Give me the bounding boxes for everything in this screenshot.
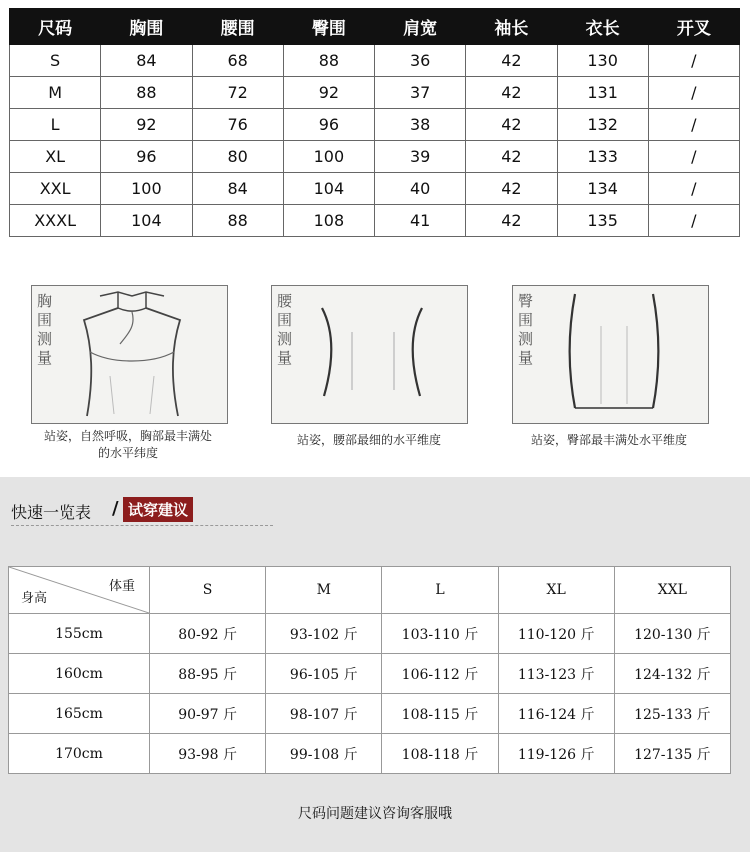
size-cell: 96 (283, 109, 374, 141)
size-cell: 92 (283, 77, 374, 109)
weight-range-cell: 88-95 斤 (150, 654, 266, 694)
size-row (10, 205, 740, 237)
size-cell: 92 (101, 109, 192, 141)
waist-measure-caption (269, 432, 469, 449)
weight-range-cell: 99-108 斤 (266, 734, 382, 774)
weight-row (9, 734, 731, 774)
size-cell: 42 (466, 141, 557, 173)
hip-measure-label: 臀围测量 (518, 292, 534, 367)
size-cell: / (648, 77, 739, 109)
size-cell: / (648, 45, 739, 77)
size-cell: 88 (283, 45, 374, 77)
size-cell: 42 (466, 109, 557, 141)
weight-range-cell: 113-123 斤 (498, 654, 614, 694)
weight-range-cell: 93-102 斤 (266, 614, 382, 654)
size-cell: XL (10, 141, 101, 173)
size-cell: L (10, 109, 101, 141)
size-cell: 100 (101, 173, 192, 205)
size-cell: 104 (283, 173, 374, 205)
waist-measure-label: 腰围测量 (277, 292, 293, 367)
height-cell: 165cm (9, 694, 150, 734)
size-cell: S (10, 45, 101, 77)
size-cell: 40 (375, 173, 466, 205)
bust-caption-line1: 站姿，自然呼吸，胸部最丰满处 (43, 429, 212, 443)
height-cell: 160cm (9, 654, 150, 694)
size-cell: 108 (283, 205, 374, 237)
size-cell: / (648, 205, 739, 237)
weight-range-cell: 108-115 斤 (382, 694, 498, 734)
hip-measure-diagram (512, 285, 709, 424)
fit-suggestion-badge: 试穿建议 (123, 497, 193, 522)
corner-weight-label: 体重 (108, 579, 135, 594)
size-cell: 42 (466, 173, 557, 205)
waist-silhouette-illustration (272, 286, 467, 423)
size-cell: 131 (557, 77, 648, 109)
hip-silhouette-illustration (513, 286, 708, 423)
weight-table-header-row (9, 567, 731, 614)
footer-note: 尺码问题建议咨询客服哦 (298, 806, 452, 822)
size-cell: 88 (101, 77, 192, 109)
size-cell: 80 (192, 141, 283, 173)
size-cell: XXXL (10, 205, 101, 237)
weight-range-cell: 120-130 斤 (614, 614, 730, 654)
corner-cell (9, 567, 150, 614)
size-cell: 134 (557, 173, 648, 205)
bust-measure-label: 胸围测量 (37, 292, 53, 367)
hip-caption-line1: 站姿，臀部最丰满处水平维度 (530, 433, 687, 447)
size-cell: 84 (101, 45, 192, 77)
size-cell: 36 (375, 45, 466, 77)
title-divider (11, 525, 273, 526)
weight-row (9, 654, 731, 694)
size-cell: 41 (375, 205, 466, 237)
size-chart-header-row (10, 9, 740, 45)
size-row (10, 141, 740, 173)
header-slit: 开叉 (648, 9, 739, 45)
weight-range-cell: 98-107 斤 (266, 694, 382, 734)
size-cell: XXL (10, 173, 101, 205)
height-cell: 170cm (9, 734, 150, 774)
size-row (10, 77, 740, 109)
weight-row (9, 614, 731, 654)
size-cell: 76 (192, 109, 283, 141)
size-row (10, 109, 740, 141)
size-cell: 38 (375, 109, 466, 141)
size-cell: / (648, 141, 739, 173)
size-cell: 133 (557, 141, 648, 173)
size-cell: / (648, 109, 739, 141)
weight-range-cell: 125-133 斤 (614, 694, 730, 734)
header-waist: 腰围 (192, 9, 283, 45)
weight-range-cell: 110-120 斤 (498, 614, 614, 654)
header-bust: 胸围 (101, 9, 192, 45)
size-cell: 104 (101, 205, 192, 237)
size-cell: 72 (192, 77, 283, 109)
size-row (10, 173, 740, 205)
bust-measure-diagram (31, 285, 228, 424)
weight-range-cell: 124-132 斤 (614, 654, 730, 694)
weight-range-cell: 119-126 斤 (498, 734, 614, 774)
size-cell: 132 (557, 109, 648, 141)
weight-range-cell: 80-92 斤 (150, 614, 266, 654)
header-hip: 臀围 (283, 9, 374, 45)
weight-range-cell: 108-118 斤 (382, 734, 498, 774)
size-cell: 37 (375, 77, 466, 109)
weight-range-cell: 116-124 斤 (498, 694, 614, 734)
header-length: 衣长 (557, 9, 648, 45)
header-sleeve: 袖长 (466, 9, 557, 45)
header-size: 尺码 (10, 9, 101, 45)
size-row (10, 45, 740, 77)
size-col-xxl: XXL (614, 567, 730, 614)
quick-table-title: 快速一览表 (11, 503, 92, 522)
size-cell: 88 (192, 205, 283, 237)
weight-range-cell: 90-97 斤 (150, 694, 266, 734)
header-shoulder: 肩宽 (375, 9, 466, 45)
hip-measure-caption (509, 432, 709, 449)
weight-range-cell: 103-110 斤 (382, 614, 498, 654)
height-weight-table (8, 566, 731, 774)
size-cell: 39 (375, 141, 466, 173)
size-col-m: M (266, 567, 382, 614)
qipao-top-illustration (32, 286, 227, 423)
waist-measure-diagram (271, 285, 468, 424)
size-col-xl: XL (498, 567, 614, 614)
size-col-s: S (150, 567, 266, 614)
size-cell: 42 (466, 77, 557, 109)
size-cell: 84 (192, 173, 283, 205)
weight-row (9, 694, 731, 734)
size-cell: 42 (466, 205, 557, 237)
size-cell: / (648, 173, 739, 205)
title-slash: / (112, 498, 119, 519)
weight-range-cell: 96-105 斤 (266, 654, 382, 694)
bust-measure-caption (28, 428, 228, 462)
waist-caption-line1: 站姿，腰部最细的水平维度 (296, 433, 441, 447)
size-cell: 130 (557, 45, 648, 77)
size-col-l: L (382, 567, 498, 614)
size-cell: 135 (557, 205, 648, 237)
weight-range-cell: 127-135 斤 (614, 734, 730, 774)
size-cell: 68 (192, 45, 283, 77)
bust-caption-line2: 的水平纬度 (97, 446, 158, 460)
size-chart-table (9, 8, 740, 237)
size-cell: 42 (466, 45, 557, 77)
height-cell: 155cm (9, 614, 150, 654)
size-cell: 100 (283, 141, 374, 173)
weight-range-cell: 93-98 斤 (150, 734, 266, 774)
weight-range-cell: 106-112 斤 (382, 654, 498, 694)
corner-height-label: 身高 (21, 591, 48, 606)
size-cell: M (10, 77, 101, 109)
size-cell: 96 (101, 141, 192, 173)
